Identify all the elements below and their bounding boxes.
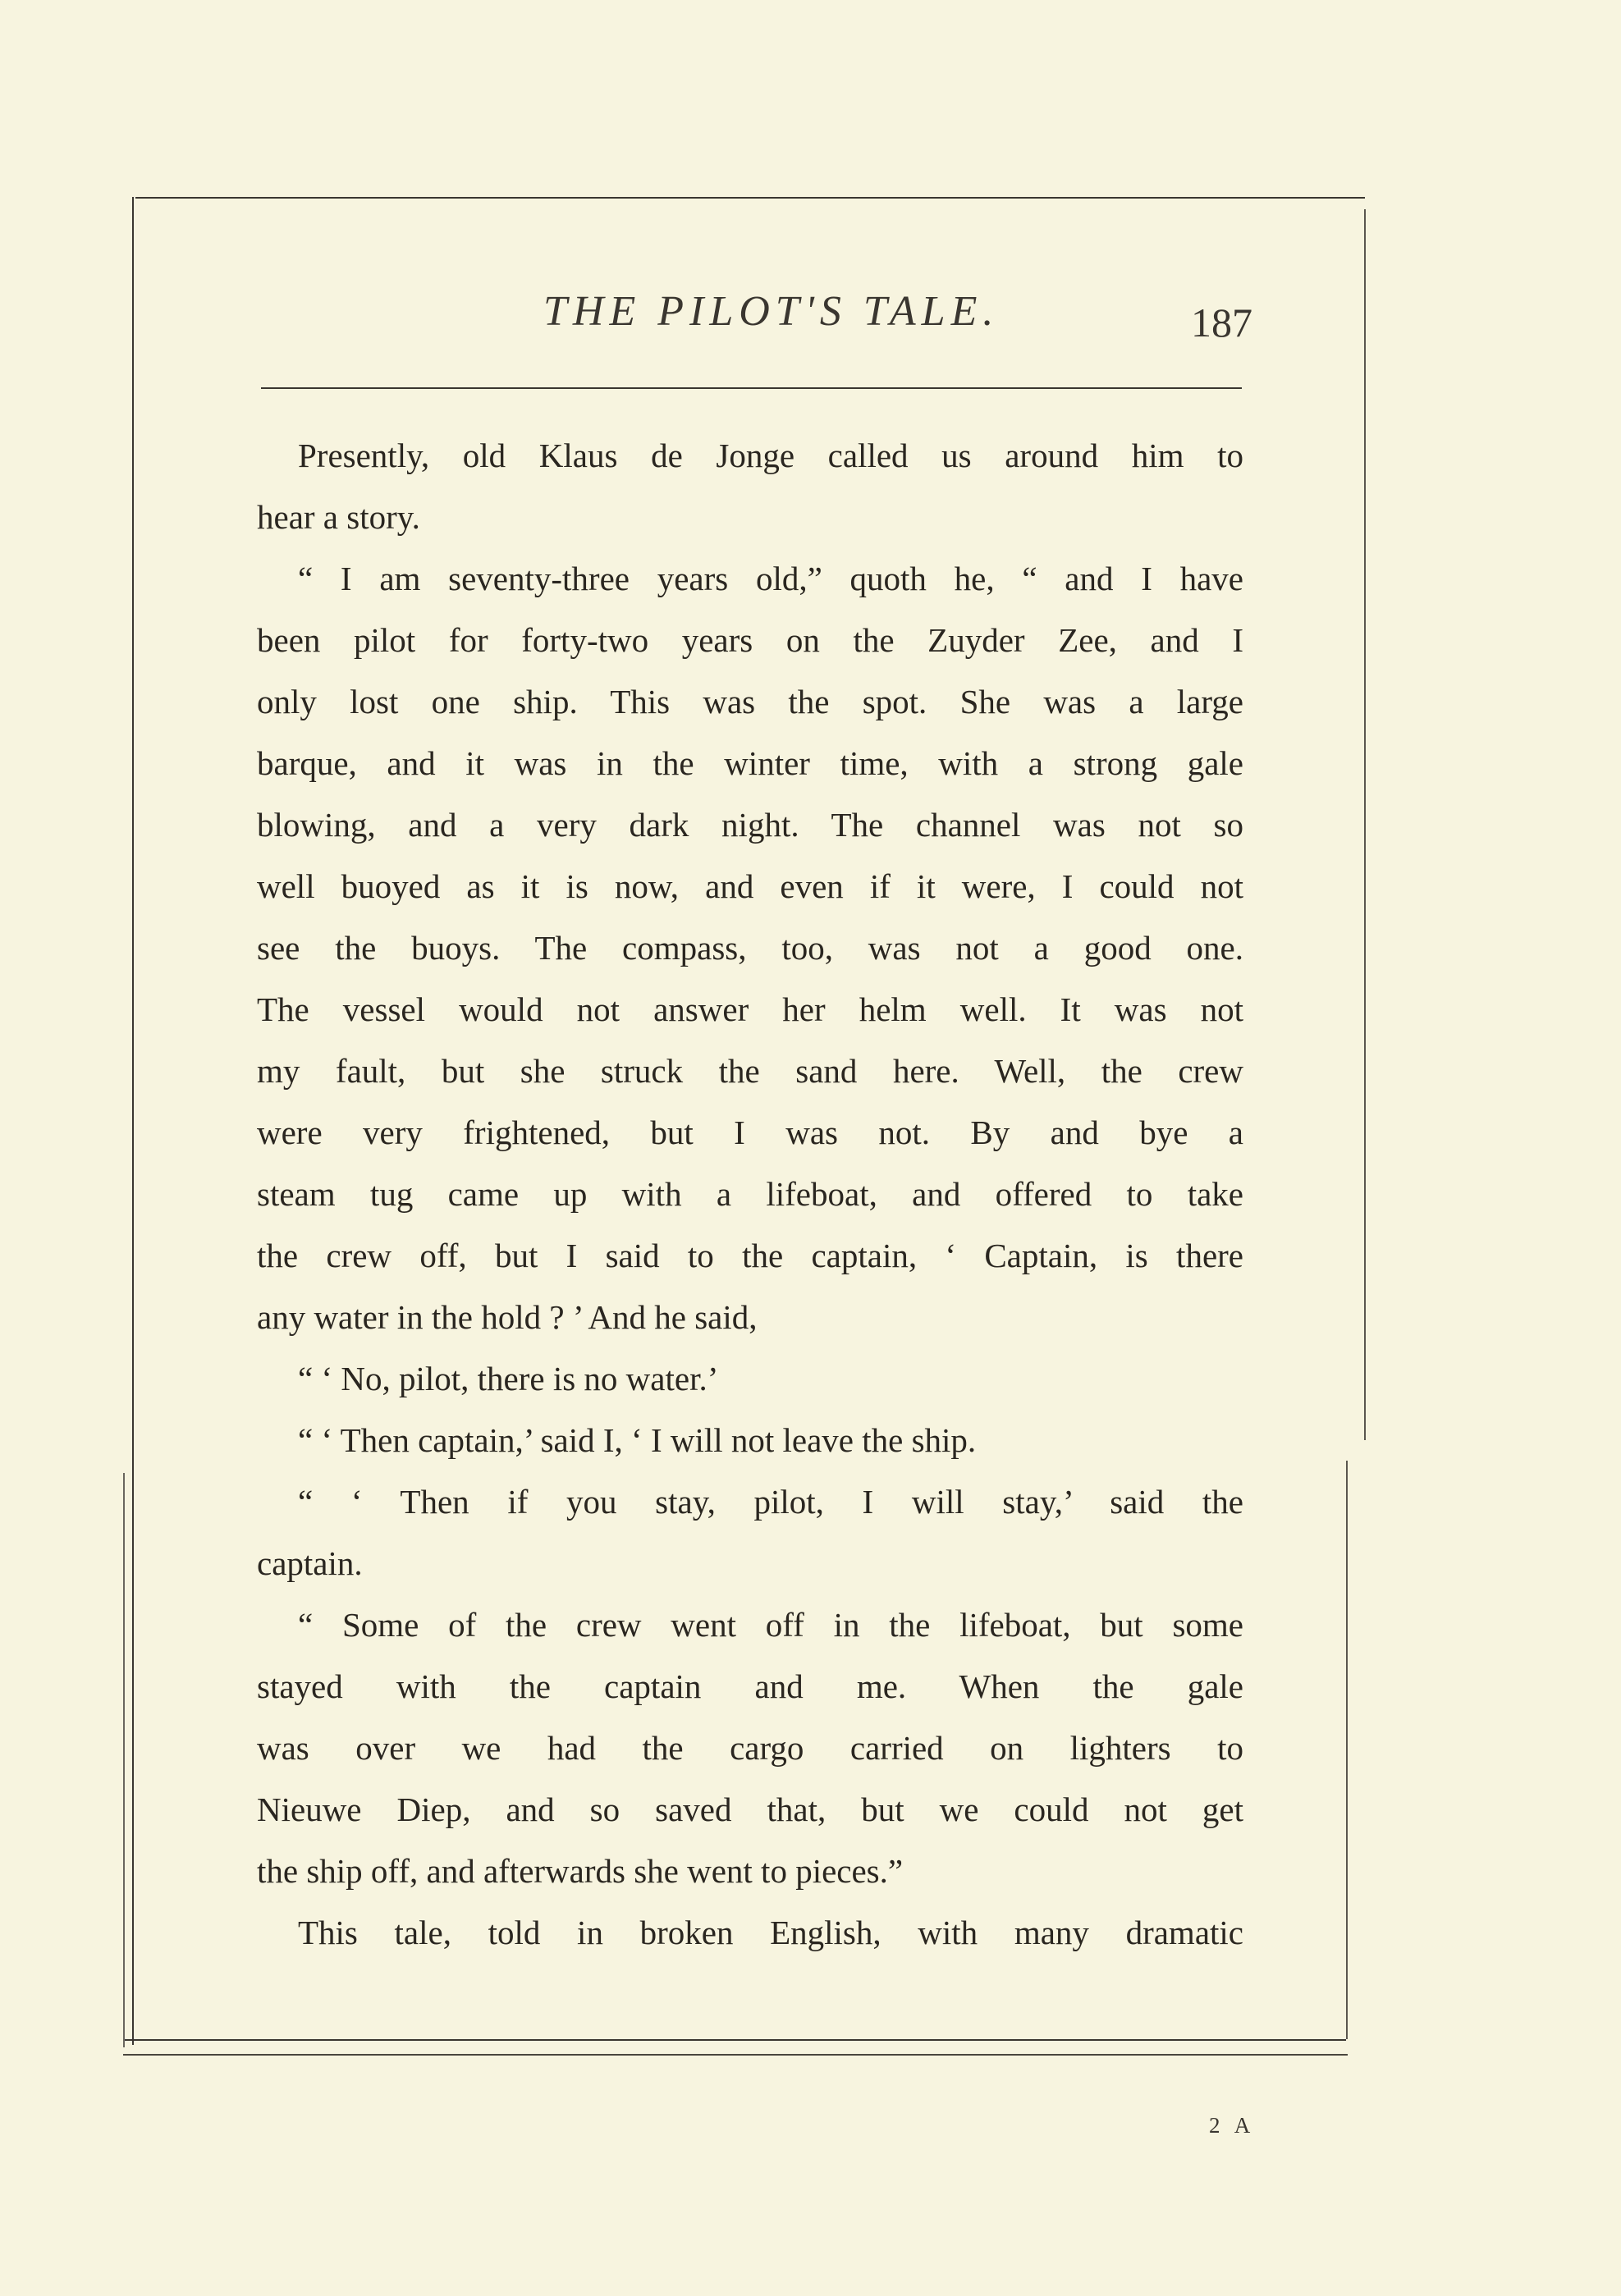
page-frame-right-inner-rule <box>1346 1461 1348 2039</box>
text-line: “ I am seventy-three years old,” quoth he, “ and I have <box>298 560 1243 597</box>
text-line: The vessel would not answer her helm well. It was not <box>257 990 1243 1028</box>
text-line: barque, and it was in the winter time, with a strong gale <box>257 744 1243 782</box>
text-line: been pilot for forty-two years on the Zuyder Zee, and I <box>257 621 1243 659</box>
page-frame-left-rule <box>132 197 134 2045</box>
text-line: the ship off, and afterwards she went to pieces.” <box>257 1852 904 1890</box>
text-line: “ Some of the crew went off in the lifeboat, but some <box>298 1606 1243 1644</box>
text-line: was over we had the cargo carried on lighters to <box>257 1729 1243 1767</box>
running-head-rule <box>261 387 1242 389</box>
text-line: “ ‘ Then captain,’ said I, ‘ I will not leave the ship. <box>298 1421 977 1459</box>
text-line: were very frightened, but I was not. By and bye a <box>257 1114 1243 1151</box>
text-line: steam tug came up with a lifeboat, and offered to take <box>257 1175 1243 1213</box>
signature-mark: 2 A <box>1209 2113 1256 2138</box>
running-head <box>261 287 1252 353</box>
text-line: Presently, old Klaus de Jonge called us around him to <box>298 437 1243 474</box>
page-frame-top-rule <box>135 197 1365 199</box>
page-frame-bottom-outer-rule <box>123 2054 1348 2056</box>
text-line: “ ‘ Then if you stay, pilot, I will stay,’ said the <box>298 1483 1243 1521</box>
text-line: my fault, but she struck the sand here. Well, the crew <box>257 1052 1243 1090</box>
text-line: This tale, told in broken English, with many dramatic <box>298 1914 1243 1951</box>
text-line: captain. <box>257 1544 363 1582</box>
page-frame-right-rule <box>1364 209 1366 1440</box>
text-line: only lost one ship. This was the spot. She was a large <box>257 683 1243 720</box>
text-line: see the buoys. The compass, too, was not a good one. <box>257 929 1243 967</box>
page-edge-mark <box>123 1473 125 2047</box>
page-frame-bottom-rule <box>123 2039 1346 2041</box>
text-line: blowing, and a very dark night. The channel was not so <box>257 806 1243 844</box>
text-line: any water in the hold ? ’ And he said, <box>257 1298 758 1336</box>
running-title: THE PILOT'S TALE. <box>543 288 1000 335</box>
text-line: the crew off, but I said to the captain, ‘ Captain, is there <box>257 1237 1243 1274</box>
text-line: Nieuwe Diep, and so saved that, but we could not get <box>257 1791 1243 1828</box>
page-number: 187 <box>1191 300 1252 345</box>
text-line: hear a story. <box>257 498 420 536</box>
text-line: stayed with the captain and me. When the gale <box>257 1667 1243 1705</box>
text-line: “ ‘ No, pilot, there is no water.’ <box>298 1360 719 1397</box>
text-line: well buoyed as it is now, and even if it were, I could not <box>257 867 1243 905</box>
